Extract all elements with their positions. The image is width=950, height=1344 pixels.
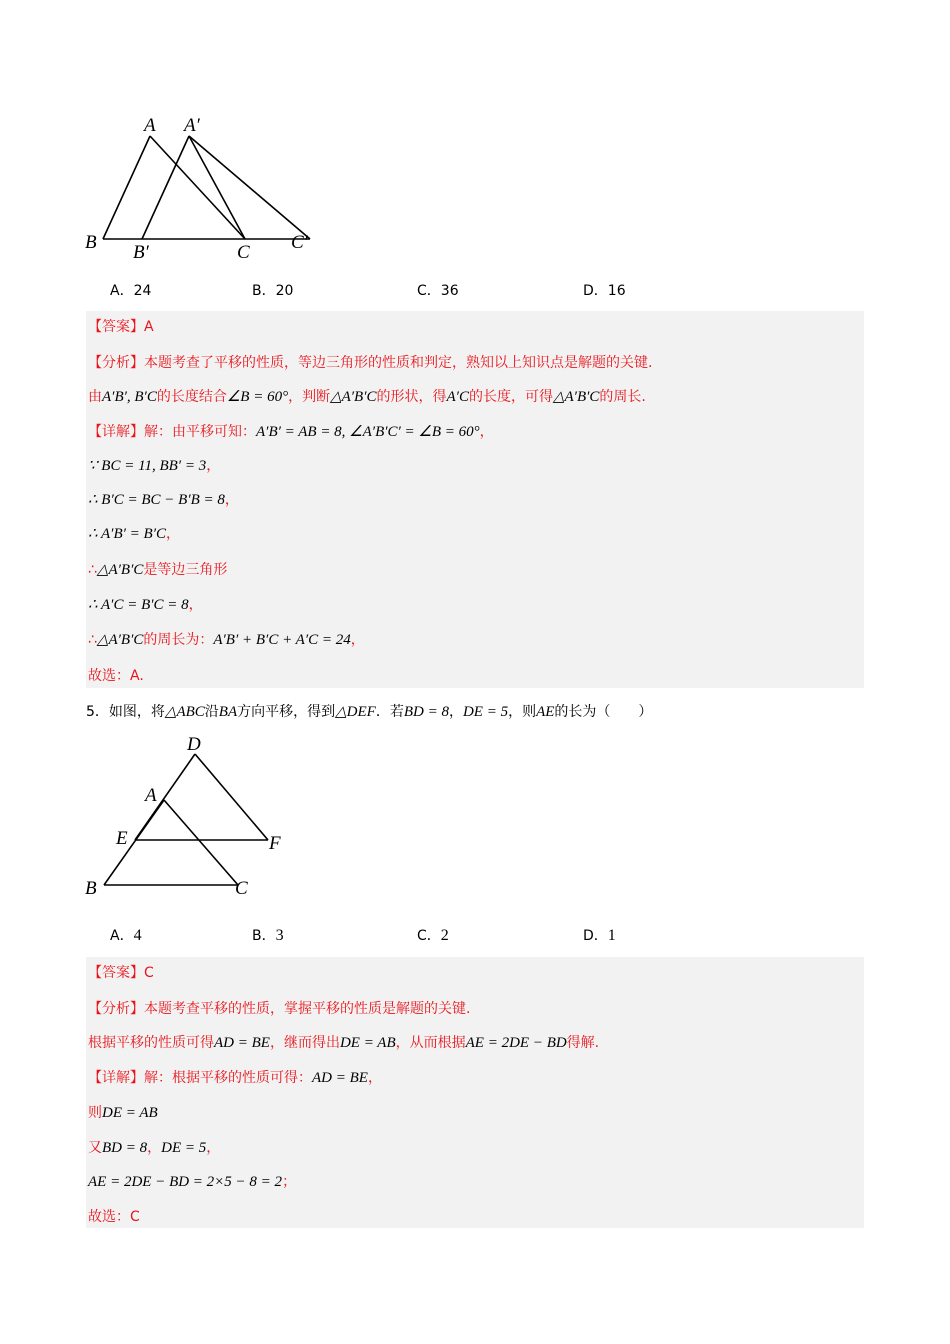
q4-option-c[interactable] bbox=[417, 280, 459, 300]
math: AD = BE bbox=[312, 1070, 368, 1086]
text: ，从而根据 bbox=[395, 1035, 466, 1051]
analysis-text: 本题考查平移的性质，掌握平移的性质是解题的关键. bbox=[144, 1001, 471, 1017]
math: △DEF bbox=[335, 704, 376, 720]
q4-step-1 bbox=[88, 455, 220, 475]
q5-figure bbox=[80, 730, 300, 905]
text: 由 bbox=[88, 389, 102, 405]
punct: ， bbox=[350, 632, 365, 648]
math: ∠B = 60° bbox=[226, 389, 289, 405]
therefore-symbol: ∴ bbox=[88, 632, 97, 648]
math: △A′B′C bbox=[96, 562, 144, 578]
math: ∵ BC = 11, BB′ = 3 bbox=[88, 458, 207, 474]
q5-option-a[interactable] bbox=[110, 925, 142, 945]
fig-label-B: B bbox=[85, 232, 97, 253]
text: 沿 bbox=[204, 704, 219, 720]
q4-detail-line bbox=[88, 421, 494, 441]
option-value: 20 bbox=[275, 283, 294, 299]
option-value: 4 bbox=[133, 927, 142, 944]
text: 5．如图，将 bbox=[86, 704, 165, 720]
math: DE = AB bbox=[339, 1035, 396, 1051]
analysis-tag: 【分析】 bbox=[88, 355, 144, 371]
punct: ， bbox=[367, 1070, 382, 1086]
q5-options bbox=[110, 925, 810, 947]
option-value: 16 bbox=[607, 283, 626, 299]
fig-label-B-prime: B′ bbox=[133, 242, 149, 263]
option-value: 2 bbox=[440, 927, 449, 944]
fig-label-E: E bbox=[116, 828, 128, 849]
math: BD = 8 bbox=[102, 1140, 148, 1156]
math: BD = 8 bbox=[403, 704, 449, 720]
q4-step-2 bbox=[88, 489, 239, 509]
q5-answer-box bbox=[86, 957, 864, 1228]
math: △ABC bbox=[164, 704, 205, 720]
q4-analysis-line-2 bbox=[88, 386, 646, 406]
q4-figure bbox=[80, 110, 320, 270]
math: ∴ A′C = B′C = 8 bbox=[88, 597, 189, 613]
fig-label-B: B bbox=[85, 878, 97, 899]
math: A′C bbox=[446, 389, 469, 405]
answer-tag: 【答案】 bbox=[88, 319, 144, 335]
q5-final bbox=[88, 1206, 140, 1226]
option-letter: C． bbox=[417, 283, 441, 299]
math: BA bbox=[218, 704, 238, 720]
fig-label-A: A bbox=[144, 115, 156, 136]
answer-value: C bbox=[144, 965, 154, 981]
option-letter: B． bbox=[252, 928, 276, 944]
text: 则 bbox=[88, 1105, 102, 1121]
option-value: 36 bbox=[440, 283, 459, 299]
text: 的长度结合 bbox=[156, 389, 227, 405]
text: 又 bbox=[88, 1140, 102, 1156]
final-choice: 故选：C bbox=[88, 1209, 140, 1225]
punct: ； bbox=[282, 1174, 297, 1190]
q4-option-d[interactable] bbox=[583, 280, 626, 300]
q4-final bbox=[88, 665, 144, 685]
fig-label-A-prime: A′ bbox=[184, 115, 200, 136]
q5-answer-line bbox=[88, 962, 154, 982]
detail-text: 解：根据平移的性质可得： bbox=[144, 1070, 312, 1086]
math: DE = AB bbox=[102, 1105, 158, 1121]
math: △A′B′C bbox=[96, 632, 144, 648]
math: A′B′, B′C bbox=[102, 389, 157, 405]
punct: ， bbox=[165, 526, 180, 542]
math: ∴ A′B′ = B′C bbox=[88, 526, 166, 542]
option-value: 1 bbox=[607, 927, 616, 944]
q5-option-c[interactable] bbox=[417, 925, 449, 945]
q4-answer-box bbox=[86, 311, 864, 688]
math: AD = BE bbox=[214, 1035, 270, 1051]
text: 的长度，可得 bbox=[468, 389, 553, 405]
punct: ， bbox=[479, 424, 494, 440]
option-value: 24 bbox=[133, 283, 152, 299]
math: △A′B′C bbox=[330, 389, 377, 405]
math: A′B′ = AB = 8, ∠A′B′C′ = ∠B = 60° bbox=[256, 424, 480, 440]
punct: ， bbox=[206, 458, 221, 474]
detail-text: 解：由平移可知： bbox=[144, 424, 256, 440]
therefore-symbol: ∴ bbox=[88, 562, 97, 578]
q5-analysis-line-2 bbox=[88, 1032, 599, 1052]
math: DE = 5 bbox=[161, 1140, 207, 1156]
math: ∴ B′C = BC − B′B = 8 bbox=[88, 492, 225, 508]
option-letter: B． bbox=[252, 283, 276, 299]
math: AE = 2DE − BD bbox=[465, 1035, 567, 1051]
q4-analysis-line bbox=[88, 352, 652, 372]
math: AE bbox=[536, 704, 555, 720]
math: AE = 2DE − BD = 2×5 − 8 = 2 bbox=[88, 1174, 283, 1190]
punct: ， bbox=[147, 1140, 162, 1156]
fig-label-A: A bbox=[145, 785, 157, 806]
q4-answer-line bbox=[88, 316, 154, 336]
text: 的周长. bbox=[599, 389, 646, 405]
text: 的周长为： bbox=[143, 632, 214, 648]
q4-options bbox=[110, 280, 810, 300]
q5-step-1 bbox=[88, 1102, 158, 1122]
text: 根据平移的性质可得 bbox=[88, 1035, 214, 1051]
q4-option-a[interactable] bbox=[110, 280, 151, 300]
q4-step-5 bbox=[88, 594, 203, 614]
text: 是等边三角形 bbox=[143, 562, 228, 578]
punct: ， bbox=[188, 597, 203, 613]
option-letter: D． bbox=[583, 283, 608, 299]
option-value: 3 bbox=[275, 927, 284, 944]
fig-label-C: C bbox=[237, 242, 250, 263]
text: ，则 bbox=[508, 704, 537, 720]
math: △A′B′C bbox=[552, 389, 600, 405]
q4-step-4 bbox=[88, 559, 227, 579]
fig-label-D: D bbox=[187, 734, 201, 755]
fig-label-C: C bbox=[235, 878, 248, 899]
text: 方向平移，得到 bbox=[237, 704, 336, 720]
q5-step-2 bbox=[88, 1137, 220, 1157]
punct: ， bbox=[206, 1140, 221, 1156]
fig-label-C-prime: C′ bbox=[291, 232, 308, 253]
q4-option-b[interactable] bbox=[252, 280, 293, 300]
option-letter: C． bbox=[417, 928, 441, 944]
detail-tag: 【详解】 bbox=[88, 424, 144, 440]
option-letter: A． bbox=[110, 928, 134, 944]
q5-analysis-line bbox=[88, 998, 470, 1018]
text: 得解. bbox=[566, 1035, 600, 1051]
text: 的形状，得 bbox=[376, 389, 447, 405]
text: ， bbox=[448, 704, 463, 720]
math: DE = 5 bbox=[462, 704, 509, 720]
math: A′B′ + B′C + A′C = 24 bbox=[213, 632, 351, 648]
answer-tag: 【答案】 bbox=[88, 965, 144, 981]
punct: ， bbox=[224, 492, 239, 508]
q5-stem bbox=[86, 701, 652, 721]
text: ．若 bbox=[375, 704, 404, 720]
analysis-text: 本题考查了平移的性质，等边三角形的性质和判定，熟知以上知识点是解题的关键. bbox=[144, 355, 653, 371]
analysis-tag: 【分析】 bbox=[88, 1001, 144, 1017]
q5-option-b[interactable] bbox=[252, 925, 284, 945]
option-letter: A． bbox=[110, 283, 134, 299]
q4-step-3 bbox=[88, 523, 180, 543]
option-letter: D． bbox=[583, 928, 608, 944]
detail-tag: 【详解】 bbox=[88, 1070, 144, 1086]
final-choice: 故选：A. bbox=[88, 668, 144, 684]
text: ，判断 bbox=[288, 389, 331, 405]
answer-value: A bbox=[144, 319, 154, 335]
fig-label-F: F bbox=[269, 833, 281, 854]
q5-step-3 bbox=[88, 1171, 296, 1191]
text: ，继而得出 bbox=[269, 1035, 340, 1051]
q5-detail-line bbox=[88, 1067, 382, 1087]
q5-option-d[interactable] bbox=[583, 925, 616, 945]
q4-step-6 bbox=[88, 629, 365, 649]
text: 的长为（ ） bbox=[554, 704, 653, 720]
